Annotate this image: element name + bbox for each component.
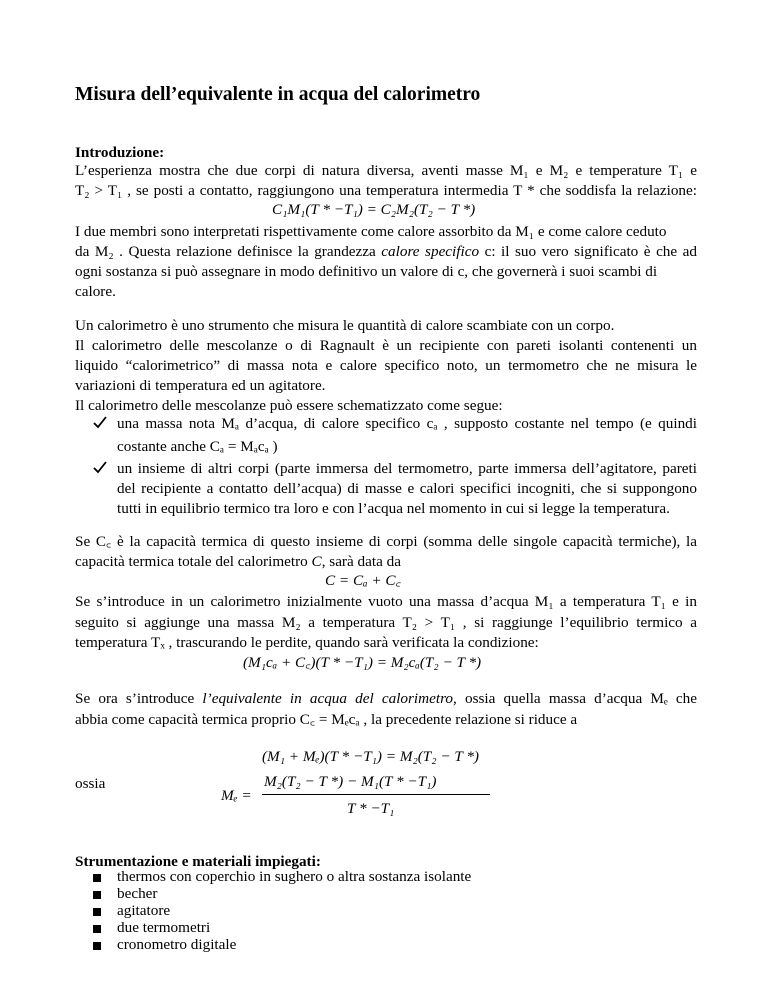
bullet-water-mass-2: costante anche Cₐ = Mₐcₐ ) [117, 438, 278, 455]
capacity-line-5: temperatura Tₓ , trascurando le perdite, quando sarà verificata la condizione: [75, 634, 539, 651]
calorimeter-para-2b: liquido “calorimetrico” di massa nota e calore specifico noto, un termometro che ne misura le [75, 357, 697, 374]
instrument-item: cronometro digitale [117, 936, 237, 953]
equation-me-denominator: T * −T₁ [347, 800, 395, 817]
intro-line-4: da M₂ . Questa relazione definisce la grandezza calore specifico c: il suo vero significato è che ad [75, 243, 698, 260]
calorimeter-para-1: Un calorimetro è uno strumento che misura le quantità di calore scambiate con un corpo. [75, 317, 615, 334]
instrument-item: agitatore [117, 902, 171, 919]
intro-line-6: calore. [75, 283, 116, 300]
equivalent-line-1: Se ora s’introduce l’equivalente in acqua del calorimetro, ossia quella massa d’acqua Mₑ che [75, 690, 698, 707]
equation-reduced: (M₁ + Mₑ)(T * −T₁) = M₂(T₂ − T *) [262, 748, 479, 765]
equation-me-numerator: M₂(T₂ − T *) − M₁(T * −T₁) [264, 773, 437, 790]
intro-line-3: I due membri sono interpretati rispettivamente come calore assorbito da M₁ e come calore ceduto [75, 223, 667, 240]
ossia-label: ossia [75, 775, 106, 792]
intro-heading: Introduzione: [75, 144, 165, 161]
fraction-bar [262, 794, 490, 795]
square-bullet-icon [93, 908, 101, 916]
page-title: Misura dell’equivalente in acqua del calorimetro [75, 84, 481, 105]
calorimeter-para-3: Il calorimetro delle mescolanze può essere schematizzato come segue: [75, 397, 503, 414]
bullet-other-bodies-3: tutti in equilibrio termico tra loro e con l’acqua nel momento in cui si legge la temperatura. [117, 500, 670, 517]
equation-heat-balance: C₁M₁(T * −T₁) = C₂M₂(T₂ − T *) [272, 201, 476, 218]
capacity-line-2: capacità termica totale del calorimetro C, sarà data da [75, 553, 401, 570]
calorimeter-para-2c: variazioni di temperatura ed un agitatore. [75, 377, 326, 394]
instruments-heading: Strumentazione e materiali impiegati: [75, 853, 321, 870]
equation-total-capacity: C = Cₐ + C꜀ [325, 572, 401, 589]
square-bullet-icon [93, 942, 101, 950]
capacity-line-4: seguito si aggiunge una massa M₂ a temperatura T₂ > T₁ , si raggiunge l’equilibrio termico a [75, 614, 697, 631]
equation-equilibrium: (M₁cₐ + C꜀)(T * −T₁) = M₂cₐ(T₂ − T *) [243, 654, 482, 671]
instrument-item: becher [117, 885, 158, 902]
intro-line-5: ogni sostanza si può assegnare in modo definitivo un valore di c, che governerà i suoi scambi di [75, 263, 658, 280]
capacity-line-3: Se s’introduce in un calorimetro inizialmente vuoto una massa d’acqua M₁ a temperatura T₁ e in [75, 593, 697, 610]
bullet-other-bodies-2: del recipiente a contatto dell’acqua) di masse e calori specifici incogniti, che si suppongono [117, 480, 697, 497]
checkmark-icon [93, 414, 109, 435]
instrument-item: thermos con coperchio in sughero o altra sostanza isolante [117, 868, 472, 885]
instrument-item: due termometri [117, 919, 211, 936]
capacity-line-1: Se C꜀ è la capacità termica di questo insieme di corpi (somma delle singole capacità termiche), la [75, 533, 697, 550]
calorimeter-para-2a: Il calorimetro delle mescolanze o di Ragnault è un recipiente con pareti isolanti contenenti un [75, 337, 697, 354]
equation-me-lhs: Mₑ = [221, 787, 252, 804]
square-bullet-icon [93, 891, 101, 899]
intro-line-1: L’esperienza mostra che due corpi di natura diversa, aventi masse M₁ e M₂ e temperature T₁ e [75, 162, 697, 179]
checkmark-icon [93, 459, 109, 480]
square-bullet-icon [93, 874, 101, 882]
intro-line-2: T₂ > T₁ , se posti a contatto, raggiungono una temperatura intermedia T * che soddisfa la relazione: [75, 182, 697, 199]
bullet-water-mass-1: una massa nota Mₐ d’acqua, di calore specifico cₐ , supposto costante nel tempo (e quindi [117, 415, 697, 432]
square-bullet-icon [93, 925, 101, 933]
bullet-other-bodies-1: un insieme di altri corpi (parte immersa del termometro, parte immersa dell’agitatore, pareti [117, 460, 697, 477]
equivalent-line-2: abbia come capacità termica proprio C꜀ = Mₑcₐ , la precedente relazione si riduce a [75, 711, 578, 728]
